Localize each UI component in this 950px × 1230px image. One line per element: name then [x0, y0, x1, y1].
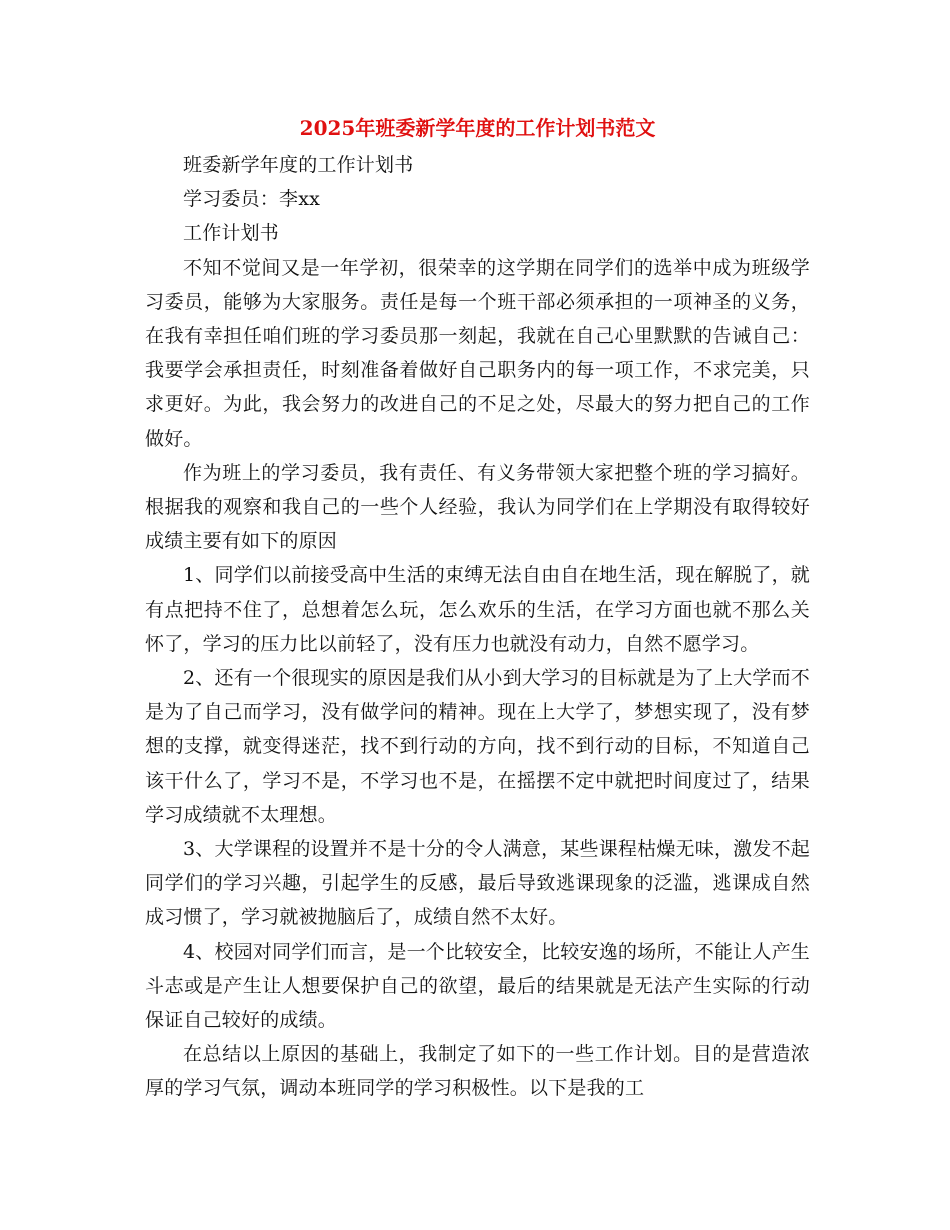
subtitle-paragraph: 班委新学年度的工作计划书	[183, 154, 414, 176]
reason-paragraph-1: 1、同学们以前接受高中生活的束缚无法自由自在地生活，现在解脱了，就有点把持不住了，总想着怎么玩，怎么欢乐的生活，在学习方面也就不那么关怀了，学习的压力比以前轻了，没有压力也就没有动力，自然不愿学习。	[145, 564, 810, 655]
reason-paragraph-3: 3、大学课程的设置并不是十分的令人满意，某些课程枯燥无味，激发不起同学们的学习兴趣，引起学生的反感，最后导致逃课现象的泛滥，逃课成自然成习惯了，学习就被抛脑后了，成绩自然不太好。	[145, 838, 810, 929]
section-heading-paragraph: 工作计划书	[183, 222, 280, 245]
body-paragraph: 在总结以上原因的基础上，我制定了如下的一些工作计划。目的是营造浓厚的学习气氛，调动本班同学的学习积极性。以下是我的工	[145, 1043, 810, 1100]
body-paragraph: 不知不觉间又是一年学初，很荣幸的这学期在同学们的选举中成为班级学习委员，能够为大家服务。责任是每一个班干部必须承担的一项神圣的义务，在我有幸担任咱们班的学习委员那一刻起，我就在自己心里默默的告诫自己：我要学会承担责任，时刻准备着做好自己职务内的每一项工作，不求完美，只求更好。为此，我会努力的改进自己的不足之处，尽最大的努力把自己的工作做好。	[145, 256, 810, 450]
reason-paragraph-2: 2、还有一个很现实的原因是我们从小到大学习的目标就是为了上大学而不是为了自己而学习，没有做学问的精神。现在上大学了，梦想实现了，没有梦想的支撑，就变得迷茫，找不到行动的方向，找不到行动的目标，不知道自己该干什么了，学习不是，不学习也不是，在摇摆不定中就把时间度过了，结果学习成绩就不太理想。	[145, 667, 810, 826]
reason-paragraph-4: 4、校园对同学们而言，是一个比较安全，比较安逸的场所，不能让人产生斗志或是产生让人想要保护自己的欲望，最后的结果就是无法产生实际的行动保证自己较好的成绩。	[145, 940, 810, 1032]
author-paragraph: 学习委员：李xx	[183, 188, 321, 211]
document-title: 2025年班委新学年度的工作计划书范文	[299, 116, 656, 140]
document-page	[145, 108, 810, 1106]
body-paragraph: 作为班上的学习委员，我有责任、有义务带领大家把整个班的学习搞好。根据我的观察和我自己的一些个人经验，我认为同学们在上学期没有取得较好成绩主要有如下的原因	[145, 461, 810, 553]
